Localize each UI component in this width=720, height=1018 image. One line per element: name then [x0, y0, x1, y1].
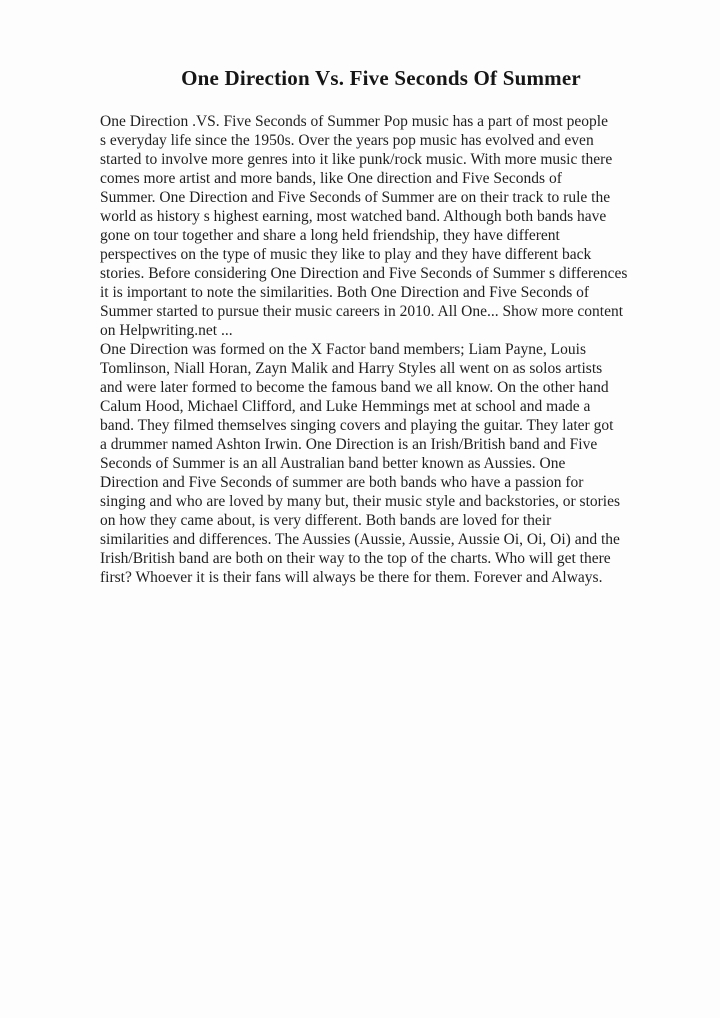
text-line: on how they came about, is very different. Both bands are loved for their: [100, 512, 552, 529]
text-line: it is important to note the similarities. Both One Direction and Five Seconds of: [100, 284, 590, 301]
text-line: first? Whoever it is their fans will always be there for them. Forever and Always.: [100, 569, 603, 586]
text-line: a drummer named Ashton Irwin. One Direction is an Irish/British band and Five: [100, 436, 598, 453]
text-line: similarities and differences. The Aussies (Aussie, Aussie, Aussie Oi, Oi, Oi) and the: [100, 531, 620, 548]
text-line: One Direction was formed on the X Factor band members; Liam Payne, Louis: [100, 341, 586, 358]
text-line: comes more artist and more bands, like One direction and Five Seconds of: [100, 170, 562, 187]
document-content: [100, 66, 662, 587]
document-title: One Direction Vs. Five Seconds Of Summer: [181, 66, 581, 90]
text-line: Direction and Five Seconds of summer are both bands who have a passion for: [100, 474, 584, 491]
text-line: world as history s highest earning, most watched band. Although both bands have: [100, 208, 607, 225]
text-line: Irish/British band are both on their way to the top of the charts. Who will get there: [100, 550, 611, 567]
text-line: One Direction .VS. Five Seconds of Summer Pop music has a part of most people: [100, 113, 608, 130]
text-line: stories. Before considering One Direction and Five Seconds of Summer s differences: [100, 265, 628, 282]
text-line: perspectives on the type of music they like to play and they have different back: [100, 246, 592, 263]
paragraph: [100, 340, 662, 587]
text-line: Summer. One Direction and Five Seconds of Summer are on their track to rule the: [100, 189, 611, 206]
text-line: gone on tour together and share a long held friendship, they have different: [100, 227, 560, 244]
paragraph: [100, 112, 662, 340]
text-line: and were later formed to become the famous band we all know. On the other hand: [100, 379, 609, 396]
text-line: on Helpwriting.net ...: [100, 322, 233, 339]
text-line: Seconds of Summer is an all Australian band better known as Aussies. One: [100, 455, 566, 472]
text-line: Summer started to pursue their music careers in 2010. All One... Show more content: [100, 303, 624, 320]
text-line: s everyday life since the 1950s. Over the years pop music has evolved and even: [100, 132, 594, 149]
text-line: Tomlinson, Niall Horan, Zayn Malik and Harry Styles all went on as solos artists: [100, 360, 603, 377]
text-line: Calum Hood, Michael Clifford, and Luke Hemmings met at school and made a: [100, 398, 591, 415]
text-line: started to involve more genres into it like punk/rock music. With more music there: [100, 151, 613, 168]
text-line: band. They filmed themselves singing covers and playing the guitar. They later got: [100, 417, 614, 434]
text-line: singing and who are loved by many but, their music style and backstories, or stories: [100, 493, 621, 510]
essay-body: [100, 112, 662, 587]
